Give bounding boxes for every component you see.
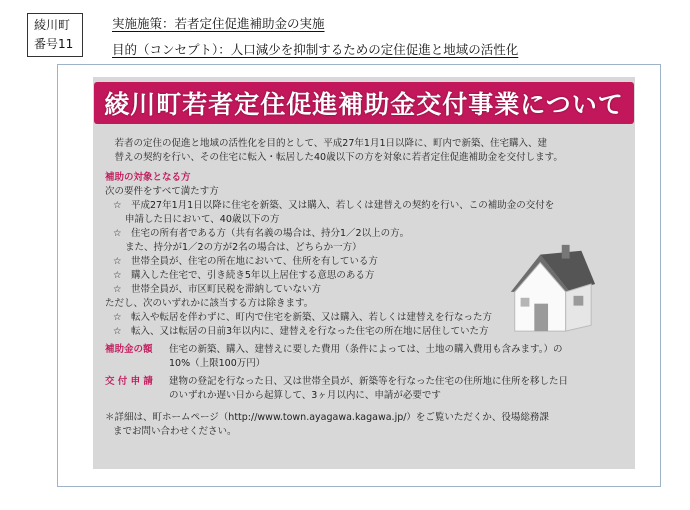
target-item: ☆ 世帯全員が、住宅の所在地において、住所を有している方: [113, 256, 378, 267]
amount-line: 住宅の新築、購入、建替えに要した費用（条件によっては、土地の購入費用も含みます。）の: [169, 344, 563, 355]
application-text: [169, 375, 625, 403]
application-line: のいずれか遅い日から起算して、3ヶ月以内に、申請が必要です: [169, 390, 441, 401]
application-row: [105, 375, 625, 403]
house-icon: [501, 232, 599, 342]
flyer-banner: [93, 77, 635, 129]
label-line-town: 綾川町: [34, 18, 71, 32]
target-item-cont: 申請した日において、40歳以下の方: [125, 214, 280, 225]
target-heading: 補助の対象となる方: [105, 172, 191, 183]
amount-text: [169, 343, 625, 371]
intro-line: 替えの契約を行い、その住宅に転入・転居した40歳以下の方を対象に若者定住促進補助金を交付します。: [114, 152, 563, 163]
target-item: ☆ 世帯全員が、市区町民税を滞納していない方: [113, 284, 322, 295]
note-line: ＊詳細は、町ホームページ（http://www.town.ayagawa.kagawa.jp/）をご覧いただくか、役場総務課: [105, 412, 549, 423]
contact-note: [105, 411, 625, 439]
target-item-cont: また、持分が1／2の方が2名の場合は、どちらか一方）: [125, 242, 362, 253]
flyer-title: 綾川町若者定住促進補助金交付事業について: [94, 82, 634, 124]
label-line-number: 番号11: [34, 37, 74, 51]
amount-label: 補助金の額: [105, 344, 153, 355]
target-lead: 次の要件をすべて満たす方: [105, 186, 219, 197]
intro-paragraph: [105, 137, 625, 165]
exception-item: ☆ 転入、又は転居の日前3年以内に、建替えを行なった住宅の所在地に居住していた方: [113, 326, 489, 337]
note-line: までお問い合わせください。: [113, 426, 237, 437]
target-item: ☆ 購入した住宅で、引き続き5年以上居住する意思のある方: [113, 270, 375, 281]
amount-line: 10%（上限100万円）: [169, 358, 266, 369]
target-item: ☆ 住宅の所有者である方（共有名義の場合は、持分1／2以上の方。: [113, 228, 410, 239]
flyer-panel: [93, 77, 635, 469]
application-label: 交 付 申 請: [105, 376, 153, 387]
exception-item: ☆ 転入や転居を伴わずに、町内で住宅を新築、又は購入、若しくは建替えを行なった方: [113, 312, 493, 323]
amount-row: [105, 343, 625, 371]
flyer-frame: [57, 64, 661, 487]
intro-line: 若者の定住の促進と地域の活性化を目的として、平成27年1月1日以降に、町内で新築、住宅購入、建: [114, 138, 547, 149]
purpose-heading: 目的（コンセプト）：人口減少を抑制するための定住促進と地域の活性化: [112, 42, 519, 57]
application-line: 建物の登記を行なった日、又は世帯全員が、新築等を行なった住宅の住所地に住所を移した日: [169, 376, 569, 387]
target-item: ☆ 平成27年1月1日以降に住宅を新築、又は購入、若しくは建替えの契約を行い、この補助金の交付を: [113, 200, 555, 211]
id-label-box: [27, 13, 83, 57]
policy-heading: 実施施策：若者定住促進補助金の実施: [112, 16, 325, 31]
exception-lead: ただし、次のいずれかに該当する方は除きます。: [105, 298, 314, 309]
